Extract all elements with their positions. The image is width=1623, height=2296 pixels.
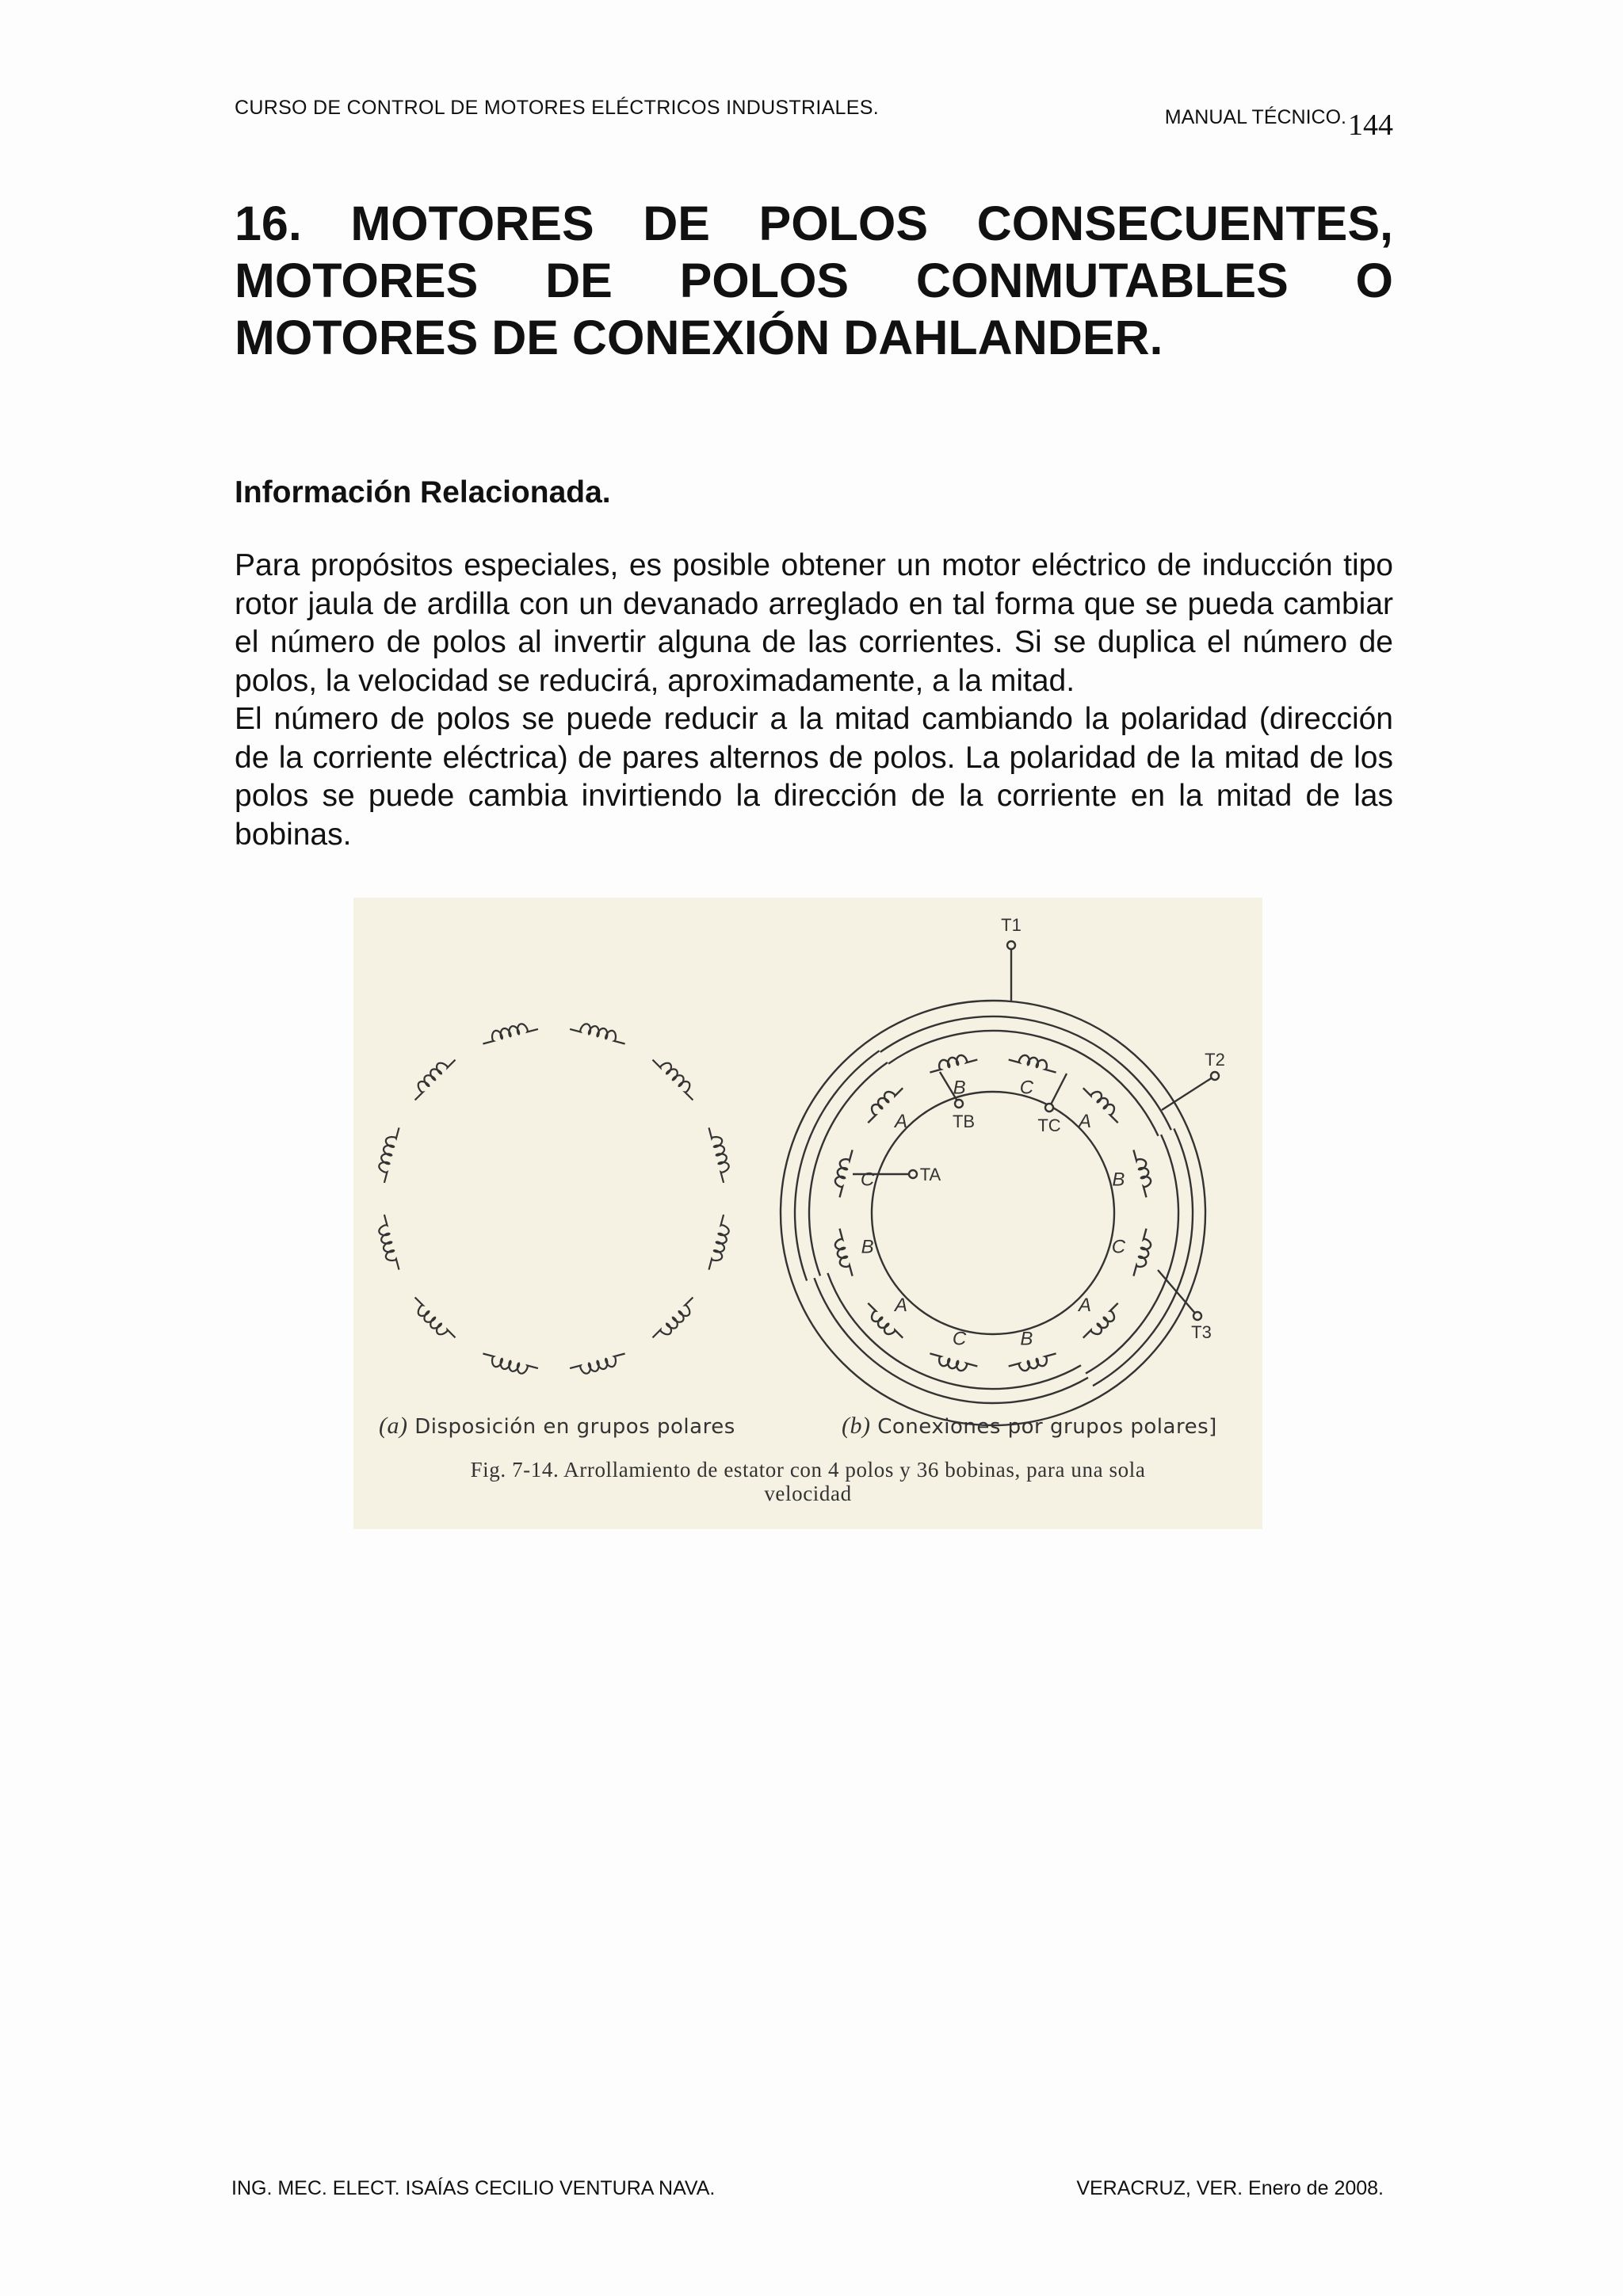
coil-group-a (483, 1354, 538, 1374)
terminal-label: T3 (1191, 1322, 1212, 1342)
coil-group-a (379, 1215, 399, 1270)
body-text (235, 547, 1393, 854)
figure-caption-line-2: velocidad (764, 1482, 852, 1505)
subcaption-a (379, 1413, 735, 1440)
paragraph-2: El número de polos se puede reducir a la mitad cambiando la polaridad (dirección de la corriente eléctrica) de pares alternos de polos. La polaridad de la mitad de los polos se puede cambia invirtiendo la dirección de la corriente en la mitad de las bobinas. (235, 702, 1393, 852)
coil-label: C (952, 1328, 967, 1350)
subcaption-a-text: Disposición en grupos polares (414, 1415, 735, 1439)
coil-label: B (953, 1077, 966, 1099)
coil-label: B (1020, 1328, 1033, 1350)
manual-label (1164, 97, 1393, 142)
coil-group-a (709, 1127, 729, 1183)
terminal-dot (1193, 1312, 1201, 1320)
coil-label: C (1019, 1077, 1034, 1099)
figure-caption-line-1: Fig. 7-14. Arrollamiento de estator con 4 polos y 36 bobinas, para una sola (470, 1458, 1146, 1482)
manual-title: MANUAL TÉCNICO. (1164, 106, 1346, 128)
coil-group-a (653, 1298, 693, 1338)
place-date: VERACRUZ, VER. Enero de 2008. (1076, 2177, 1384, 2199)
pole-connections-diagram (781, 915, 1225, 1425)
terminal-dot (1007, 941, 1015, 949)
course-title: CURSO DE CONTROL DE MOTORES ELÉCTRICOS INDUSTRIALES. (235, 97, 879, 119)
coil-label: A (894, 1111, 908, 1132)
coil-group-a (415, 1060, 456, 1100)
subcaption-a-label: (a) (379, 1413, 408, 1439)
author: ING. MEC. ELECT. ISAÍAS CECILIO VENTURA NAVA. (231, 2177, 716, 2199)
coil-label: C (1111, 1236, 1126, 1258)
terminal-lead (1158, 1270, 1197, 1316)
pole-groups-diagram (379, 1024, 728, 1373)
subcaption-b-label: (b) (842, 1413, 871, 1439)
terminal-label: TC (1037, 1116, 1061, 1135)
coil-group-a (570, 1024, 625, 1043)
coil-label: C (860, 1169, 875, 1191)
stator-coil (835, 1150, 853, 1197)
outer-stator-circle (781, 1001, 1205, 1425)
terminal-dot (955, 1100, 963, 1108)
subcaption-b (842, 1413, 1217, 1440)
terminal-dot (909, 1170, 917, 1178)
stator-coil (1009, 1353, 1056, 1371)
coil-group-a (379, 1127, 399, 1183)
stator-coil (930, 1353, 977, 1371)
coil-group-a (709, 1215, 729, 1270)
stator-coil (835, 1229, 853, 1276)
coil-label: A (894, 1295, 908, 1316)
coil-group-a (415, 1298, 456, 1338)
terminal-dot (1045, 1104, 1053, 1112)
terminal-label: T2 (1205, 1050, 1225, 1070)
terminal-label: T1 (1001, 915, 1022, 935)
terminal-lead (1049, 1074, 1067, 1108)
coil-label: A (1078, 1111, 1092, 1132)
terminal-label: TA (919, 1165, 941, 1184)
coil-group-a (570, 1354, 625, 1374)
coil-group-a (653, 1060, 693, 1100)
terminal-dot (1211, 1072, 1219, 1080)
stator-coil (1009, 1055, 1056, 1073)
stator-coil (1133, 1229, 1151, 1276)
stator-coil (1133, 1150, 1151, 1197)
coil-label: B (861, 1236, 874, 1258)
stator-coil (930, 1055, 977, 1073)
paragraph-1: Para propósitos especiales, es posible obtener un motor eléctrico de inducción tipo rotor jaula de ardilla con un devanado arreglado en tal forma que se pueda cambiar el número de polos al invertir alguna de las corrientes. Si se duplica el número de polos, la velocidad se reducirá, aproximadamente, a la mitad. (235, 548, 1393, 698)
terminal-label: TB (952, 1112, 976, 1131)
coil-group-a (483, 1024, 538, 1043)
subcaption-b-text: Conexiones por grupos polares] (877, 1415, 1217, 1439)
section-heading: Información Relacionada. (235, 475, 611, 509)
chapter-title: 16. MOTORES DE POLOS CONSECUENTES, MOTORES DE POLOS CONMUTABLES O MOTORES DE CONEXIÓN DAHLANDER. (235, 196, 1393, 364)
coil-label: A (1078, 1295, 1092, 1316)
coil-label: B (1112, 1169, 1125, 1191)
terminal-lead (1162, 1076, 1215, 1110)
page-number: 144 (1348, 109, 1393, 142)
figure-caption (386, 1458, 1230, 1505)
